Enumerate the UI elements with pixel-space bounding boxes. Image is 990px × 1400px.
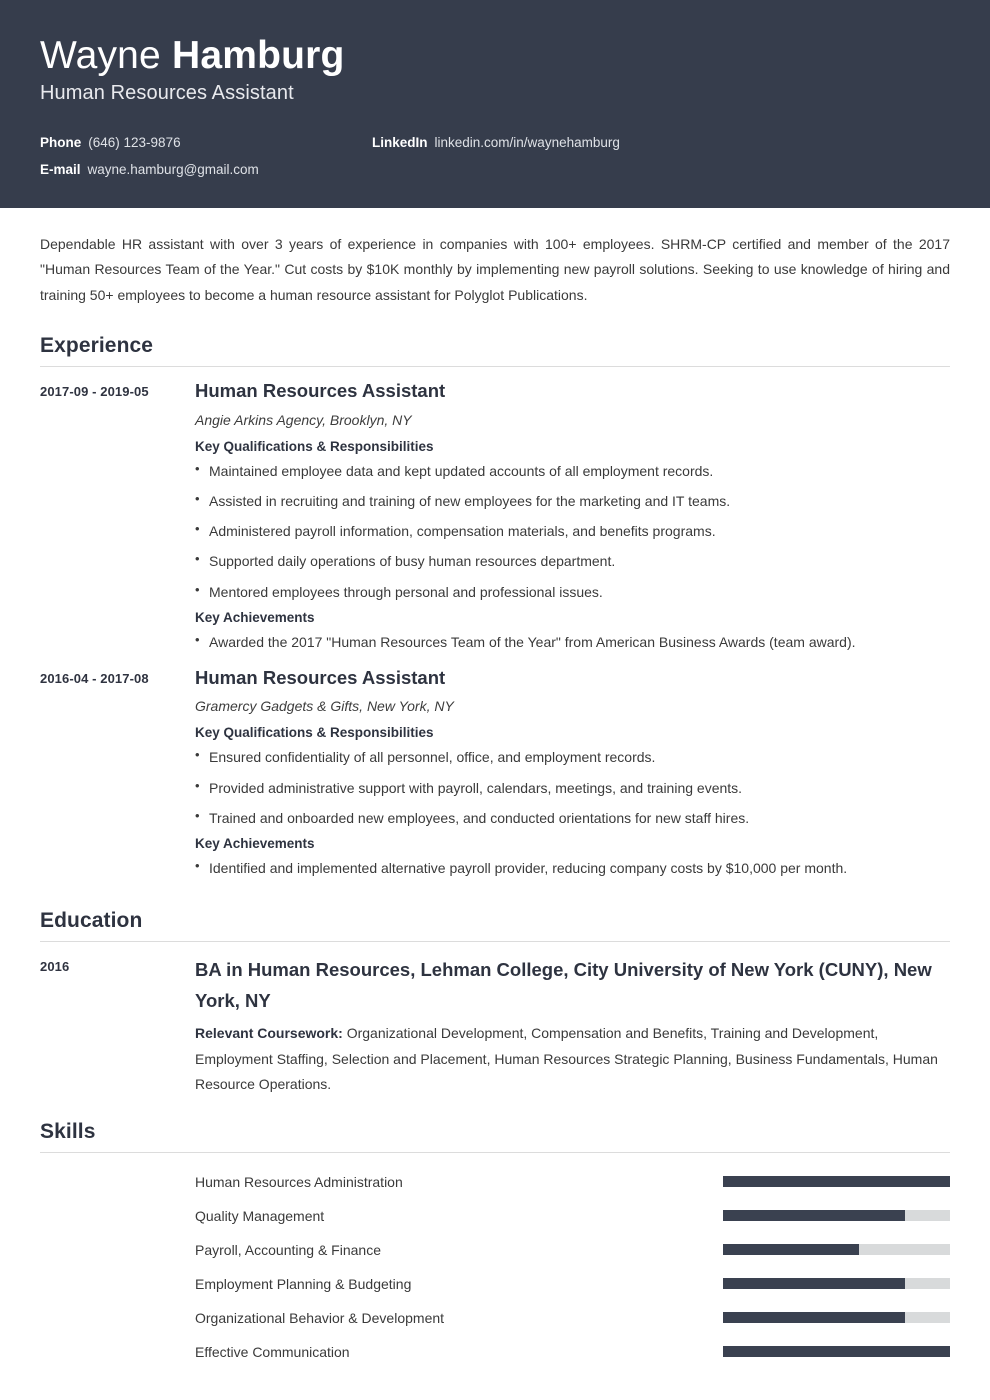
candidate-first-name: Wayne <box>40 34 172 77</box>
qualifications-list <box>195 461 950 602</box>
achievements-list <box>195 632 950 652</box>
candidate-name <box>40 34 950 78</box>
experience-entry <box>40 379 950 660</box>
skill-level-fill <box>723 1346 950 1357</box>
skill-level-bar <box>723 1346 950 1357</box>
list-item: • Identified and implemented alternative payroll provider, reducing company costs by $10,000 per month. <box>195 858 950 878</box>
skill-name: Human Resources Administration <box>195 1173 403 1190</box>
skill-row <box>195 1165 950 1199</box>
achievements-list <box>195 858 950 878</box>
experience-entry-role: Human Resources Assistant <box>195 667 446 689</box>
skill-row <box>195 1199 950 1233</box>
section-title-skills: Skills <box>40 1119 96 1143</box>
skill-row <box>195 1335 950 1369</box>
section-divider <box>40 366 950 367</box>
skill-row <box>195 1267 950 1301</box>
candidate-last-name: Hamburg <box>171 34 345 77</box>
achievements-heading: Key Achievements <box>195 610 315 626</box>
professional-summary: Dependable HR assistant with over 3 years of experience in companies with 100+ employees. SHRM-CP certified and member of the 2017 "Human Resources Team of the Year." Cut costs by $10K monthly by implementing new payroll solutions. Seeking to use knowledge of hiring and training 50+ employees to become a human resource assistant for Polyglot Publications. <box>40 236 950 303</box>
education-entry-dates: 2016 <box>40 958 70 974</box>
list-item: • Maintained employee data and kept updated accounts of all employment records. <box>195 461 950 481</box>
list-item: • Trained and onboarded new employees, and conducted orientations for new staff hires. <box>195 808 950 828</box>
contact-phone-value: (646) 123-9876 <box>88 134 181 150</box>
experience-entry-role: Human Resources Assistant <box>195 380 446 402</box>
skill-row <box>195 1301 950 1335</box>
list-item: • Provided administrative support with payroll, calendars, meetings, and training events. <box>195 778 950 798</box>
skill-level-bar <box>723 1210 950 1221</box>
experience-entry-dates: 2017-09 - 2019-05 <box>40 384 149 400</box>
contact-email[interactable] <box>40 162 372 177</box>
list-item: • Awarded the 2017 "Human Resources Team of the Year" from American Business Awards (team award). <box>195 632 950 652</box>
skill-level-bar <box>723 1244 950 1255</box>
section-skills <box>40 1120 950 1369</box>
section-divider <box>40 941 950 942</box>
contact-phone <box>40 135 372 150</box>
contact-phone-label: Phone <box>40 134 82 150</box>
education-coursework <box>195 1021 950 1097</box>
qualifications-heading: Key Qualifications & Responsibilities <box>195 725 434 741</box>
education-degree: BA in Human Resources, Lehman College, City University of New York (CUNY), New York, NY <box>195 958 932 1012</box>
coursework-label: Relevant Coursework: <box>195 1025 343 1042</box>
experience-entry-company: Gramercy Gadgets & Gifts, New York, NY <box>195 698 454 715</box>
skill-level-fill <box>723 1210 905 1221</box>
skill-name: Payroll, Accounting & Finance <box>195 1241 381 1258</box>
section-experience <box>40 334 950 886</box>
skill-row <box>195 1233 950 1267</box>
contact-email-label: E-mail <box>40 161 81 177</box>
contact-row-2 <box>40 162 950 177</box>
skill-level-fill <box>723 1244 859 1255</box>
skill-name: Effective Communication <box>195 1343 350 1360</box>
skill-level-bar <box>723 1278 950 1289</box>
experience-entry-dates: 2016-04 - 2017-08 <box>40 671 149 687</box>
contact-row-1 <box>40 135 950 150</box>
experience-entry <box>40 666 950 886</box>
contact-linkedin-label: LinkedIn <box>372 134 428 150</box>
list-item: • Assisted in recruiting and training of new employees for the marketing and IT teams. <box>195 491 950 511</box>
skill-name: Quality Management <box>195 1207 325 1224</box>
qualifications-heading: Key Qualifications & Responsibilities <box>195 438 434 454</box>
contact-details <box>40 135 950 177</box>
section-education <box>40 909 950 1098</box>
contact-linkedin[interactable] <box>372 135 620 150</box>
skill-level-fill <box>723 1176 950 1187</box>
skill-name: Organizational Behavior & Development <box>195 1309 445 1326</box>
experience-entry-main <box>195 379 950 660</box>
skill-level-fill <box>723 1312 905 1323</box>
achievements-heading: Key Achievements <box>195 836 315 852</box>
section-title-experience: Experience <box>40 334 154 358</box>
list-item: • Administered payroll information, compensation materials, and benefits programs. <box>195 521 950 541</box>
section-title-education: Education <box>40 908 143 932</box>
qualifications-list <box>195 747 950 828</box>
education-entry-main <box>195 954 950 1098</box>
list-item: • Supported daily operations of busy human resources department. <box>195 551 950 571</box>
experience-entry-company: Angie Arkins Agency, Brooklyn, NY <box>195 411 412 428</box>
candidate-job-title: Human Resources Assistant <box>40 81 294 104</box>
skill-level-bar <box>723 1176 950 1187</box>
education-entry <box>40 954 950 1098</box>
skill-level-fill <box>723 1278 905 1289</box>
experience-entry-main <box>195 666 950 886</box>
list-item: • Ensured confidentiality of all personnel, office, and employment records. <box>195 747 950 767</box>
list-item: • Mentored employees through personal and professional issues. <box>195 582 950 602</box>
section-divider <box>40 1152 950 1153</box>
skill-level-bar <box>723 1312 950 1323</box>
contact-email-value[interactable]: wayne.hamburg@gmail.com <box>87 161 259 177</box>
contact-linkedin-value[interactable]: linkedin.com/in/waynehamburg <box>434 134 620 150</box>
coursework-text: Organizational Development, Compensation and Benefits, Training and Development, Employment Staffing, Selection and Placement, Human Resources Strategic Planning, Business Fundamentals, Human Resource Operations. <box>195 1025 938 1093</box>
resume-header <box>0 0 990 208</box>
resume-body <box>0 232 990 1369</box>
skill-name: Employment Planning & Budgeting <box>195 1275 412 1292</box>
skills-list <box>40 1165 950 1369</box>
